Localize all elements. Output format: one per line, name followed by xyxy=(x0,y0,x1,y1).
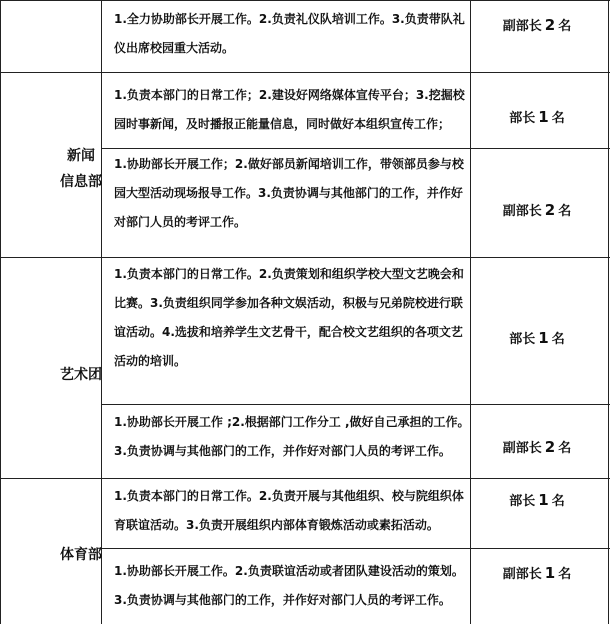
table-left-border xyxy=(0,0,1,624)
role-quota: 副部长 2 名 xyxy=(502,438,572,456)
dept-name-tiyu: 体育部 xyxy=(60,547,102,563)
role-quota: 部长 1 名 xyxy=(509,491,565,509)
role-quota: 部长 1 名 xyxy=(509,108,565,126)
dept-column-divider xyxy=(101,0,102,624)
duty-description: 1.负责本部门的日常工作。2.负责开展与其他组织、校与院组织体 育联谊活动。3.负责开展组织内部体育锻炼活动或素拓活动。 xyxy=(114,489,464,532)
row-divider xyxy=(0,72,610,73)
duty-description: 1.负责本部门的日常工作；2.建设好网络媒体宣传平台；3.挖掘校 园时事新闻，及时播报正能量信息，同时做好本组织宣传工作； xyxy=(114,88,465,131)
row-divider xyxy=(101,548,610,549)
table-top-border xyxy=(0,0,610,1)
duty-description: 1.负责本部门的日常工作。2.负责策划和组织学校大型文艺晚会和 比赛。3.负责组织同学参加各种文娱活动，积极与兄弟院校进行联 谊活动。4.选拔和培养学生文艺骨干，配合校文艺组织的各项文艺 活动的培训。 xyxy=(114,267,464,368)
duty-description: 1.协助部长开展工作。2.负责联谊活动或者团队建设活动的策划。 3.负责协调与其他部门的工作，并作好对部门人员的考评工作。 xyxy=(114,564,464,607)
row-divider xyxy=(101,404,610,405)
role-column-divider xyxy=(470,0,471,624)
duty-description: 1.协助部长开展工作；2.做好部员新闻培训工作，带领部员参与校 园大型活动现场报导工作。3.负责协调与其他部门的工作，并作好 对部门人员的考评工作。 xyxy=(114,157,464,229)
role-quota: 副部长 2 名 xyxy=(502,16,572,34)
dept-name-line: 新闻 xyxy=(67,148,95,164)
row-divider xyxy=(0,478,610,479)
table-right-border xyxy=(608,0,609,624)
dept-name-xinwen xyxy=(51,143,111,195)
role-quota: 副部长 1 名 xyxy=(502,564,572,582)
duty-description: 1.全力协助部长开展工作。2.负责礼仪队培训工作。3.负责带队礼 仪出席校园重大活动。 xyxy=(114,12,465,55)
row-divider xyxy=(0,257,610,258)
role-quota: 副部长 2 名 xyxy=(502,201,572,219)
dept-name-yishu: 艺术团 xyxy=(60,367,102,383)
role-quota: 部长 1 名 xyxy=(509,329,565,347)
duty-description: 1.协助部长开展工作 ;2.根据部门工作分工 ,做好自己承担的工作。 3.负责协调与其他部门的工作，并作好对部门人员的考评工作。 xyxy=(114,415,470,458)
dept-name-line: 信息部 xyxy=(60,174,102,190)
row-divider xyxy=(101,148,610,149)
